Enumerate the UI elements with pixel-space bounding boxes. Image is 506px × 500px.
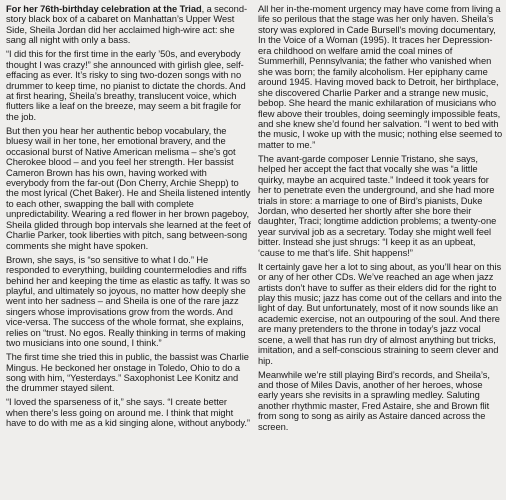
paragraph-text: , a second-story black box of a cabaret on Manhattan’s Upper West Side, Sheila Jordan did her acclaimed high-wire act: she sang all night with only a bass. [6,4,248,46]
paragraph: But then you hear her authentic bebop vocabulary, the bluesy wail in her tone, her emotional bravery, and the occasional burst of Native American melisma – she’s got Cherokee blood – and you feel her strength. Her bassist Cameron Brown has his own, having worked with everybody from the far-out (Don Cherry, Archie Shepp) to the most lyrical (Chet Baker). He and Sheila listened intently to each other, swapping the ball with complete unpredictability. Wearing a red flower in her brown pageboy, Sheila glided through bop intervals she learned at the feet of Charlie Parker, took liberties with pitch, sang between-song comments she might have spoken. [6,125,251,251]
paragraph: The first time she tried this in public, the bassist was Charlie Mingus. He beckoned her onstage in Toledo, Ohio to do a song with him, “Yesterdays.” Saxophonist Lee Konitz and the drummer stayed silent. [6,352,249,394]
left-column [6,4,251,500]
paragraph [6,4,251,46]
paragraph: Meanwhile we’re still playing Bird’s records, and Sheila’s, and those of Miles Davis, another of her heroes, whose early years she revisits in a sprawling medley. Saluting another rhythmic master, Fred Astaire, she and Brown flit from song to song as airily as Astaire danced across the screen. [258,369,490,432]
paragraph: The avant-garde composer Lennie Tristano, she says, helped her accept the fact that vocally she was “a little quirky, maybe an acquired taste.” Indeed it took years for her to penetrate even the underground, and she had more trials in store: a marriage to one of Bird’s pianists, Duke Jordan, who deserted her shortly after she bore their daughter, Traci; longtime addiction problems; a twenty-one year survival job as a secretary. Today she might well feel bitter. Instead she just shrugs: “I keep it as an upbeat, ‘cause to me that’s life. Shit happens!” [258,153,497,258]
paragraph: “I loved the sparseness of it,” she says. “I create better when there’s less going on around me. I think that might have to do with me as a kid singing alone, without anybody.” [6,397,250,429]
article-heading: For her 76th-birthday celebration at the Triad [6,4,202,14]
paragraph: Brown, she says, is “so sensitive to what I do.” He responded to everything, building countermelodies and riffs behind her and keeping the time as elastic as taffy. It was so playful, and ultimately so joyous, no matter how deeply she went into her sadness – and Sheila is one of the rare jazz singers whose improvisations grow from the words. And vice-versa. The success of the whole format, she explains, relies on “trust. No egos. Really thinking in terms of making two musicians into one sound, I think.” [6,254,251,349]
paragraph: All her in-the-moment urgency may have come from living a life so perilous that the stage was her only haven. Sheila’s story was explored in Cade Bursell’s moving documentary, In the Voice of a Woman (1995). It traces her Depression-era childhood on welfare amid the coal mines of Summerhill, Pennsylvania; the father who vanished when she was born; the family alcoholism. Her epiphany came around 1945. Having moved back to Detroit, her birthplace, she discovered Charlie Parker and a strange new music, bebop. She heard the manic exhilaration of musicians who flew above their troubles, doing seemingly impossible feats, and she knew she’d found her salvation. “I went to bed with the music, I woke up with the music; nothing else seemed to matter to me.” [258,4,503,150]
right-column [258,4,503,500]
paragraph: It certainly gave her a lot to sing about, as you’ll hear on this or any of her other CDs. We’ve reached an age when jazz artists don’t have to suffer as their elders did for the right to play this music; jazz has come out of the cellars and into the light of day. But unfortunately, most of it now sounds like an academic exercise, not an outpouring of the soul. And there are many pretenders to the throne in today’s jazz vocal scene, a well that has run dry of almost anything but tricks, imitation, and a self-conscious straining to seem clever and hip. [258,261,502,366]
paragraph: “I did this for the first time in the early ’50s, and everybody thought I was crazy!” she announced with girlish glee, self-effacing as ever. It’s risky to sing two-dozen songs with no drummer to keep time, no pianist to dictate the chords. And at first hearing, Sheila’s breathy, translucent voice, which flutters like a leaf on the breeze, may seem a bit fragile for the job. [6,49,246,122]
